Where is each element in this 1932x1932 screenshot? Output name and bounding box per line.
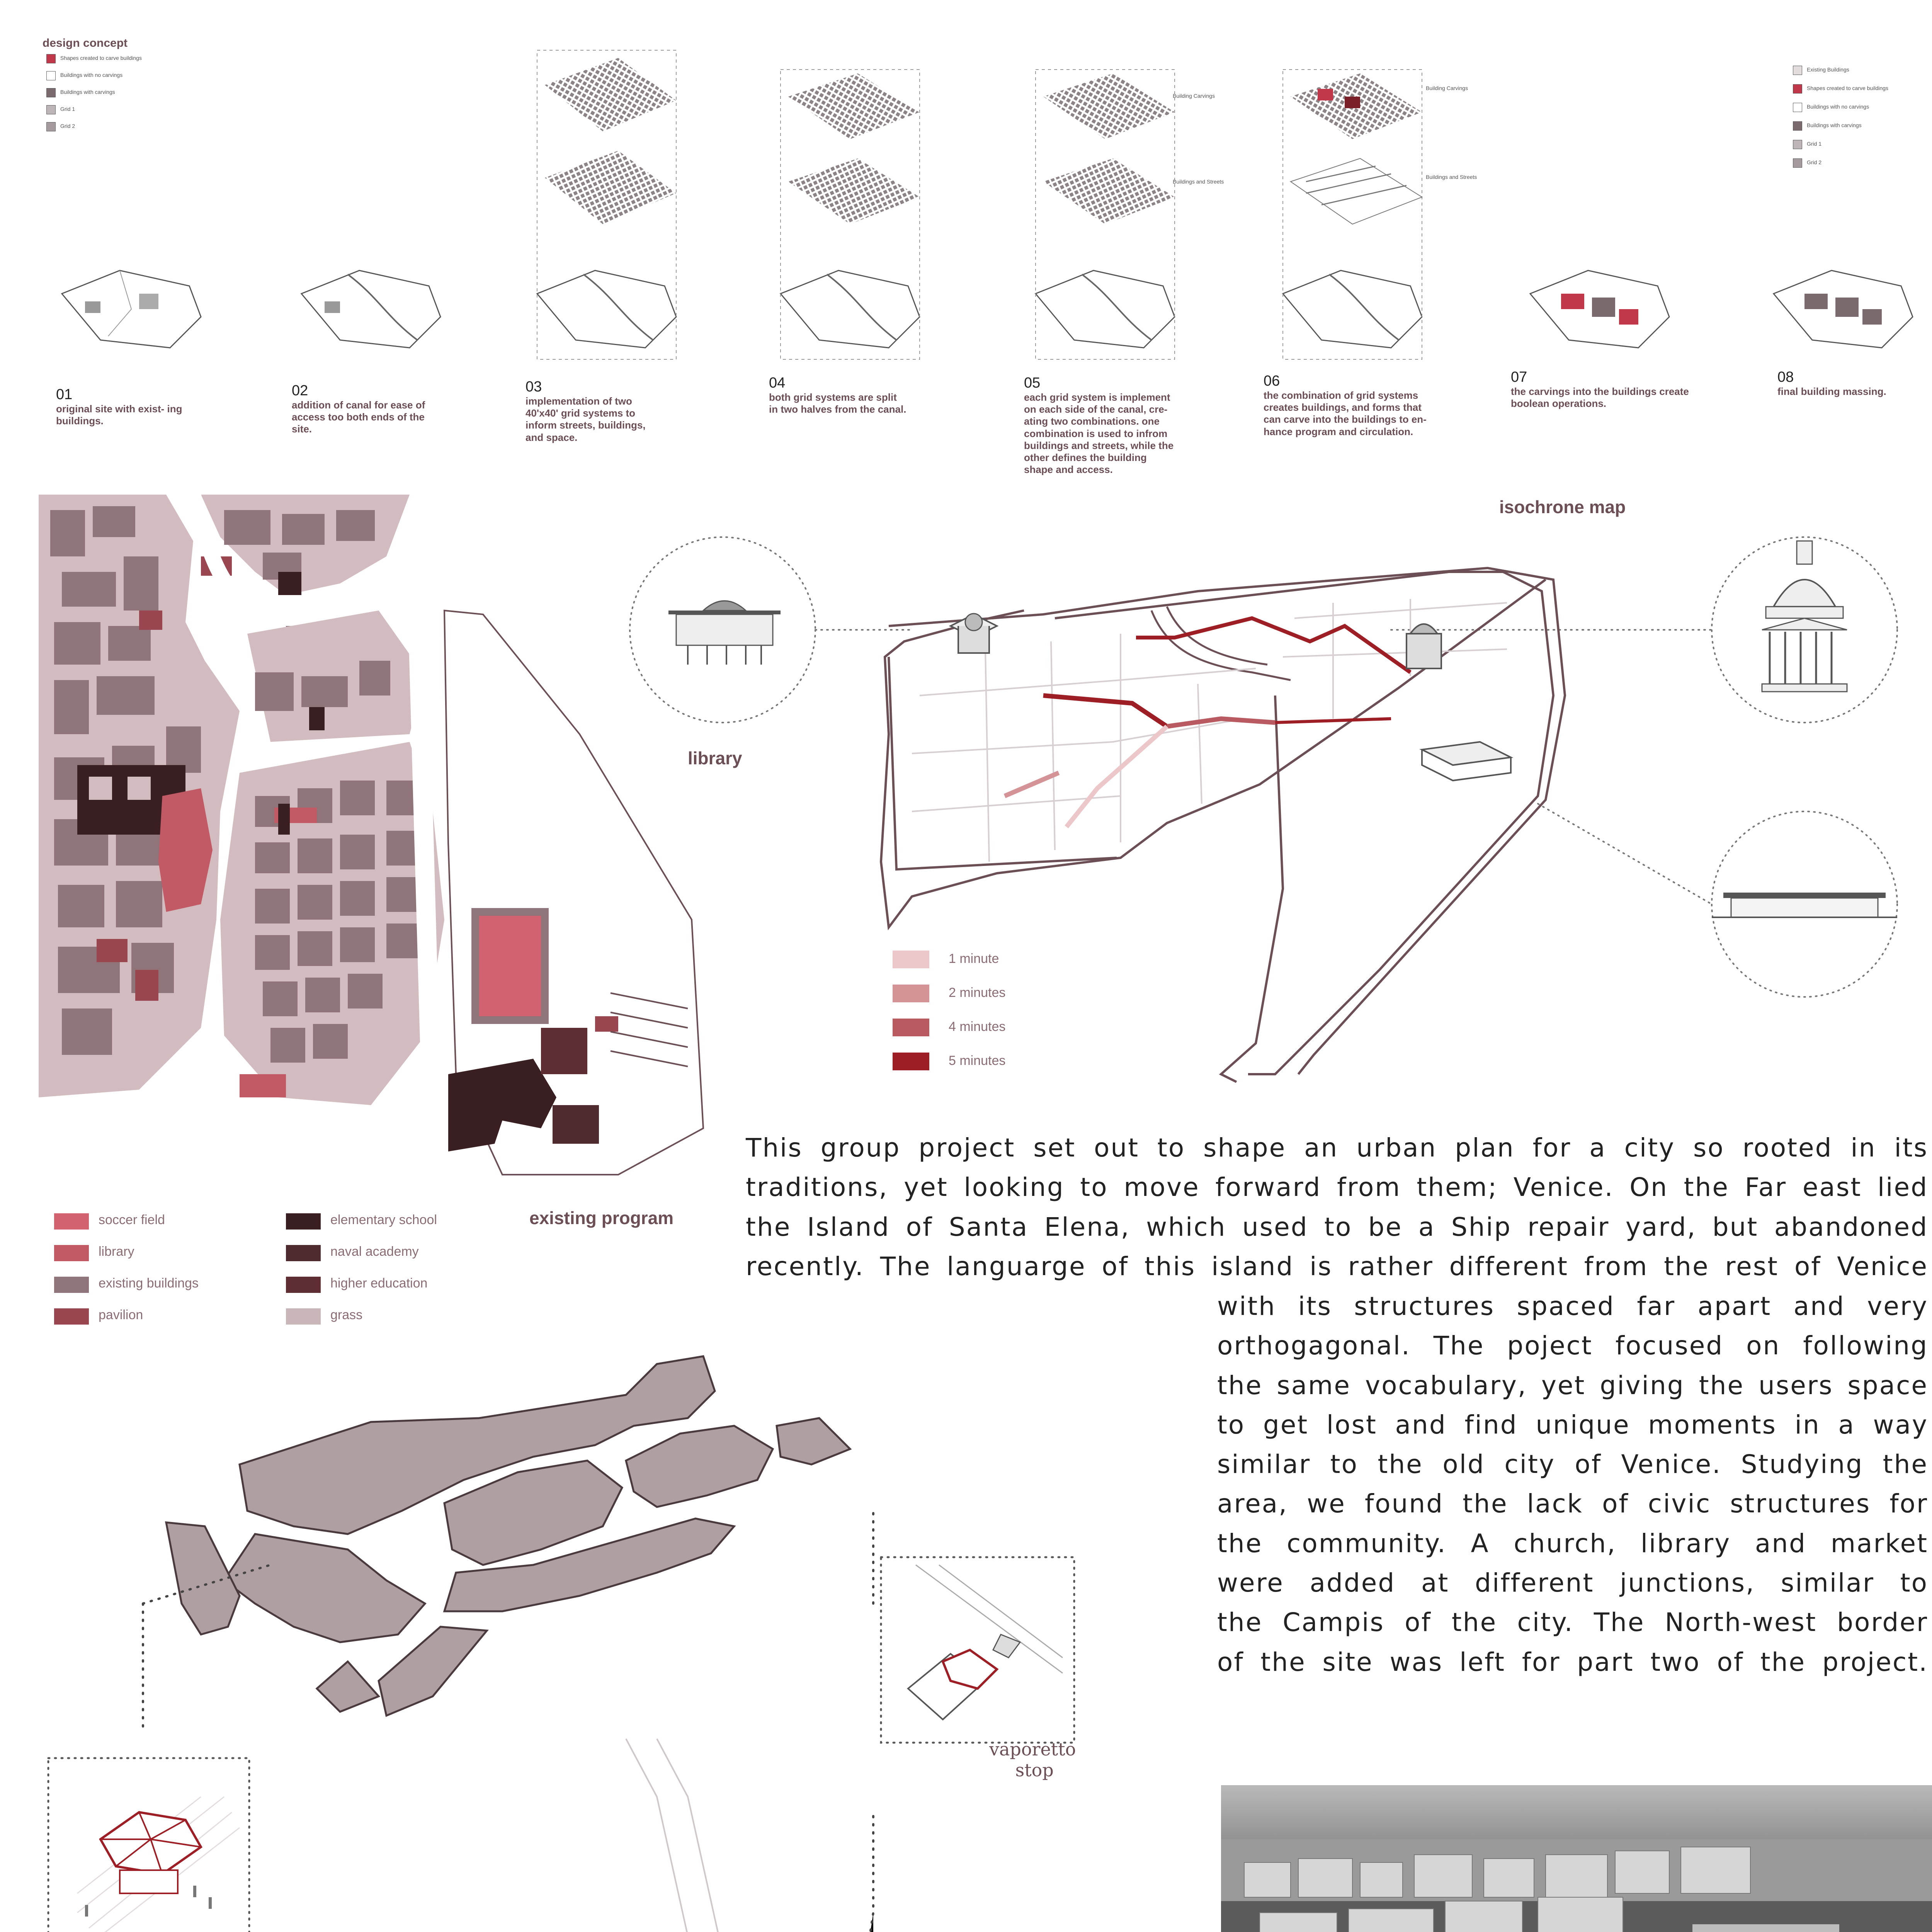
render-aerial	[1221, 1785, 1932, 1932]
diagram-label-carvings: Building Carvings	[1426, 85, 1468, 91]
description-line: the same vocabulary, yet giving the users space	[1217, 1370, 1928, 1400]
isochrone-title: isochrone map	[1499, 497, 1626, 517]
legend-swatch	[286, 1277, 321, 1293]
step-06	[1264, 373, 1441, 438]
legend-label: Shapes created to carve buildings	[1807, 85, 1888, 91]
legend-label: existing buildings	[99, 1276, 199, 1291]
legend-label: elementary school	[330, 1213, 437, 1227]
site-plate-06	[1283, 270, 1422, 348]
description-line: the community. A church, library and market	[1217, 1528, 1928, 1558]
grid-stack-03	[545, 58, 676, 224]
description-line: area, we found the lack of civic structures for	[1217, 1489, 1928, 1519]
legend-swatch	[54, 1213, 89, 1230]
grid-stack-05	[1043, 73, 1175, 224]
step-01	[56, 386, 195, 427]
step-number: 05	[1024, 375, 1041, 391]
description-line: the Campis of the city. The North-west border	[1217, 1607, 1928, 1638]
step-02	[292, 383, 431, 435]
step-text: addition of canal for ease of access too both ends of the site.	[292, 399, 425, 435]
legend-label: 2 minutes	[949, 985, 1006, 1000]
existing-program-title: existing program	[529, 1208, 674, 1228]
step-text: the combination of grid systems creates buildings, and forms that can carve into the buildings to en- hance program and circulation.	[1264, 389, 1427, 437]
vaporetto-map	[0, 1333, 1206, 1932]
vaporetto-stop-label	[989, 1739, 1076, 1781]
legend-label: 1 minute	[949, 951, 999, 966]
legend-swatch	[893, 951, 929, 968]
description-line: traditions, yet looking to move forward from them; Venice. On the Far east lied	[746, 1172, 1928, 1202]
legend-label: Grid 2	[60, 123, 75, 129]
step-number: 02	[292, 383, 308, 399]
grid-stack-04	[788, 73, 920, 224]
legend-swatch	[286, 1308, 321, 1325]
legend-swatch	[286, 1213, 321, 1230]
step-number: 01	[56, 386, 73, 403]
isochrone-map	[618, 502, 1932, 1140]
step-number: 06	[1264, 373, 1280, 389]
vaporetto-stop-label-line: vaporetto	[989, 1739, 1076, 1760]
site-plate-03	[537, 270, 676, 348]
diagram-label-carvings: Building Carvings	[1173, 93, 1215, 99]
legend-label: Grid 1	[1807, 141, 1822, 147]
site-plate-05	[1036, 270, 1175, 348]
legend-label: Grid 2	[1807, 159, 1822, 165]
legend-swatch	[286, 1245, 321, 1261]
step-number: 03	[526, 379, 542, 395]
description-line: to get lost and find unique moments in a way	[1217, 1410, 1928, 1440]
step-number: 07	[1511, 369, 1527, 385]
description-line: similar to the old city of Venice. Studying the	[1217, 1449, 1928, 1480]
existing-program-map	[39, 495, 719, 1190]
legend-label: grass	[330, 1308, 363, 1322]
church-landmark	[1406, 624, 1441, 668]
legend-swatch	[893, 1019, 929, 1036]
project-description	[746, 1128, 1928, 1286]
step-08	[1777, 369, 1893, 398]
legend-label: Buildings with no carvings	[60, 72, 123, 78]
legend-label: higher education	[330, 1276, 428, 1291]
description-line: recently. The languarge of this island is rather different from the rest of Venice	[746, 1251, 1928, 1281]
legend-label: Buildings with carvings	[1807, 122, 1862, 128]
step-text: each grid system is implement on each side of the canal, cre- ating two combinations. one combination is used to infrom buildings and streets, while the other defines the building shape and access.	[1024, 391, 1174, 476]
step-04	[769, 375, 908, 415]
step-number: 04	[769, 375, 786, 391]
site-plate-01	[62, 270, 201, 348]
library-label: library	[688, 748, 742, 768]
legend-label: Buildings with carvings	[60, 89, 115, 95]
step-03	[526, 379, 665, 444]
legend-label: Buildings with no carvings	[1807, 104, 1869, 110]
legend-label: Shapes created to carve buildings	[60, 55, 142, 61]
project-description-narrow	[1217, 1287, 1928, 1682]
legend-swatch	[54, 1308, 89, 1325]
site-plate-04	[781, 270, 920, 348]
diagram-label-streets: Buildings and Streets	[1426, 174, 1477, 180]
legend-label: library	[99, 1244, 134, 1259]
step-text: both grid systems are split in two halves from the canal.	[769, 391, 906, 415]
description-line: orthogagonal. The poject focused on following	[1217, 1331, 1928, 1361]
legend-label: soccer field	[99, 1213, 165, 1227]
render-aerial-art	[1221, 1785, 1932, 1932]
legend-swatch	[54, 1245, 89, 1261]
isochrone-legend	[893, 951, 1086, 1087]
legend-label: 4 minutes	[949, 1019, 1006, 1034]
market-landmark	[1422, 742, 1511, 781]
step-text: the carvings into the buildings create boolean operations.	[1511, 386, 1689, 410]
description-line: the Island of Santa Elena, which used to be a Ship repair yard, but abandoned	[746, 1212, 1928, 1242]
site-plate-02	[301, 270, 440, 348]
design-concept-diagrams	[0, 0, 1932, 386]
venice-islands	[166, 1356, 850, 1716]
existing-program-legend	[54, 1213, 479, 1337]
legend-label: Existing Buildings	[1807, 66, 1849, 73]
legend-swatch	[893, 1053, 929, 1070]
site-plate-07	[1530, 270, 1669, 348]
legend-label: pavilion	[99, 1308, 143, 1322]
description-line: of the site was left for part two of the project.	[1217, 1647, 1928, 1677]
step-05	[1024, 375, 1179, 476]
vaporetto-stop-label-line: stop	[1015, 1760, 1054, 1781]
diagram-label-streets: Buildings and Streets	[1173, 179, 1224, 185]
step-number: 08	[1777, 369, 1794, 385]
step-text: implementation of two 40'x40' grid systems to inform streets, buildings, and space.	[526, 395, 646, 443]
legend-swatch	[893, 985, 929, 1002]
vaporetto-stop-callout	[881, 1557, 1074, 1743]
description-line: were added at different junctions, similar to	[1217, 1568, 1928, 1598]
legend-swatch	[54, 1277, 89, 1293]
legend-label: naval academy	[330, 1244, 419, 1259]
market-elevation-icon	[1712, 893, 1897, 917]
design-concept-title: design concept	[43, 37, 128, 49]
legend-label: 5 minutes	[949, 1053, 1006, 1068]
legend-label: Grid 1	[60, 106, 75, 112]
step-07	[1511, 369, 1696, 410]
step-text: original site with exist- ing buildings.	[56, 403, 182, 427]
description-line: with its structures spaced far apart and very	[1217, 1291, 1928, 1321]
description-line: This group project set out to shape an urban plan for a city so rooted in its	[746, 1133, 1928, 1163]
site-plate-08	[1774, 270, 1913, 348]
step-text: final building massing.	[1777, 386, 1886, 397]
grid-stack-06	[1291, 73, 1422, 224]
